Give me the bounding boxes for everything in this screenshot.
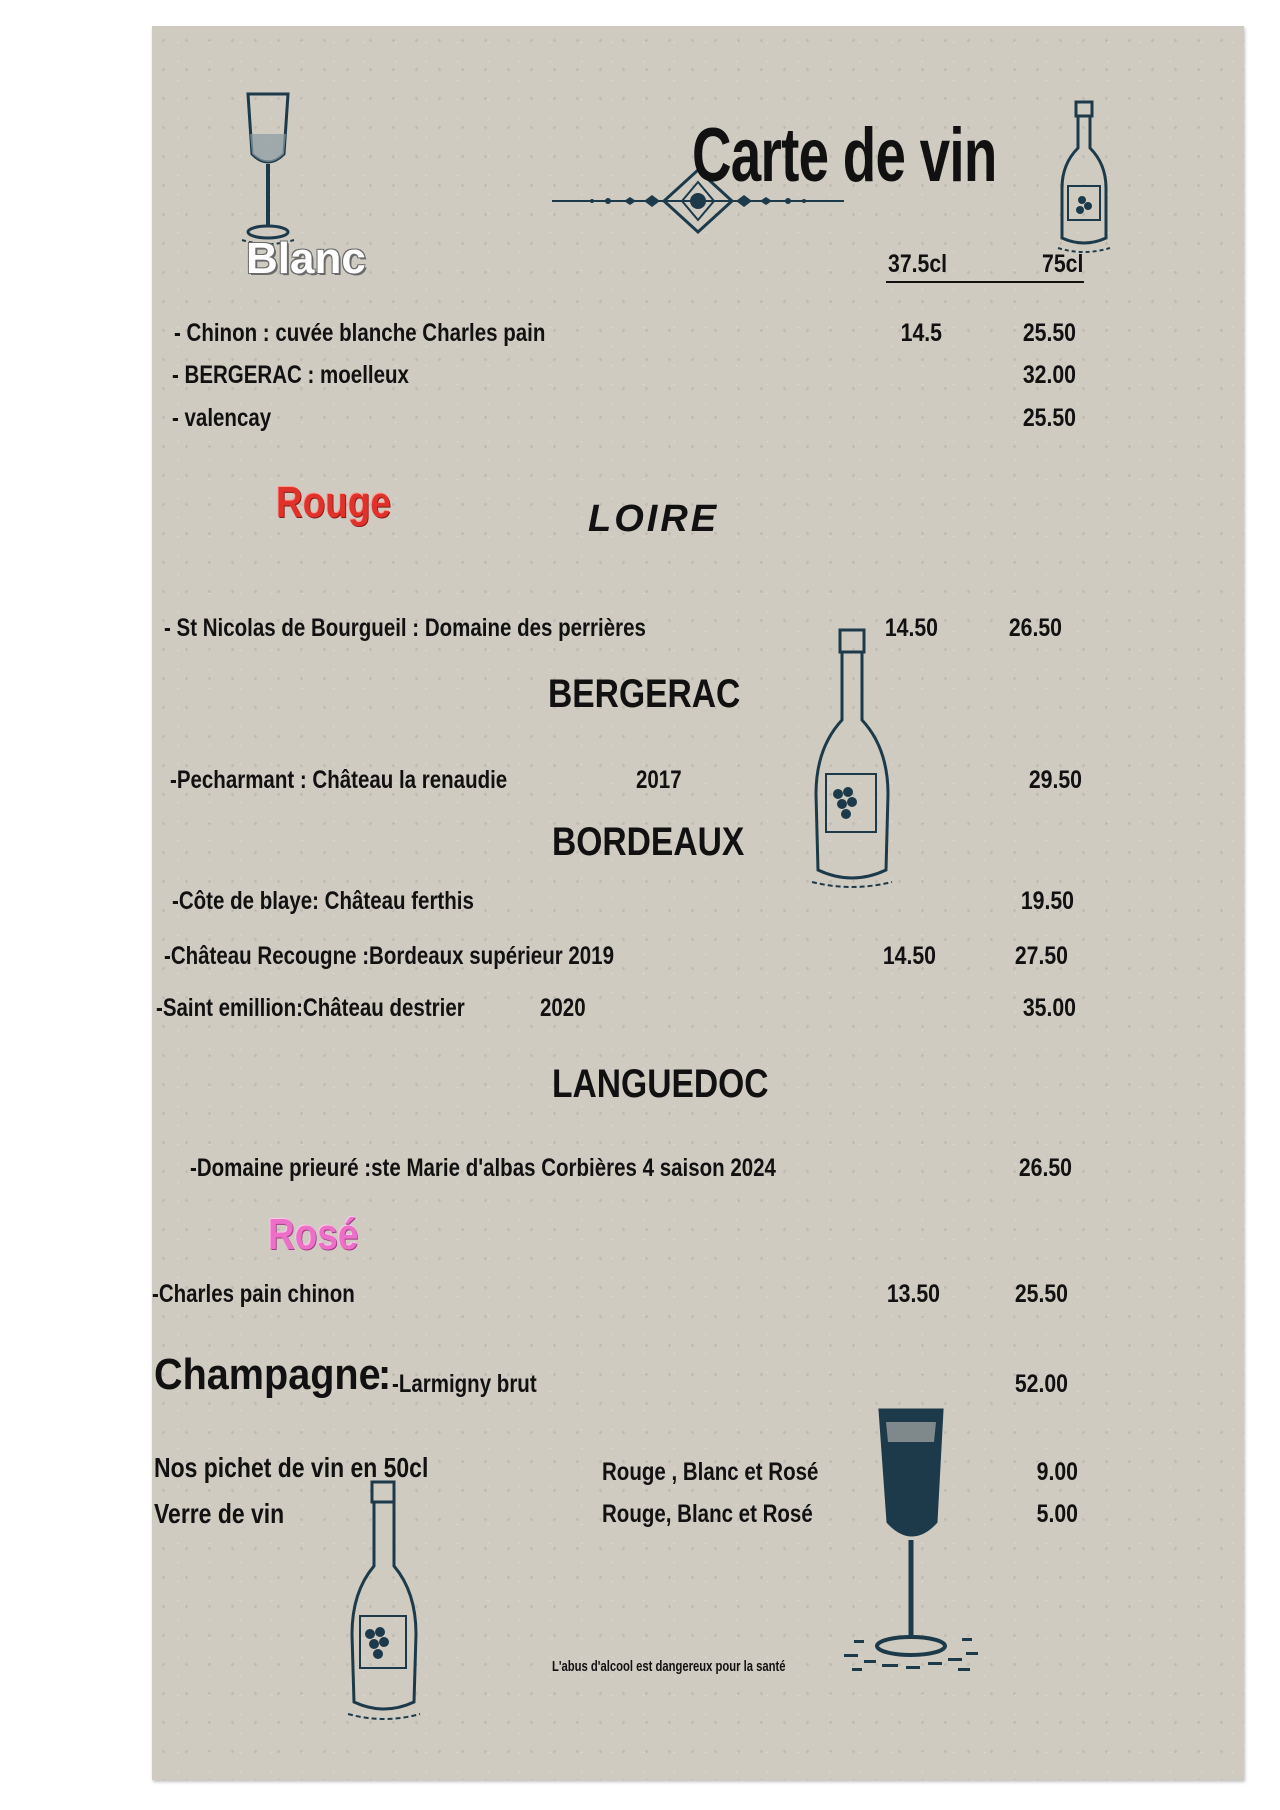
region-heading-bordeaux: BORDEAUX bbox=[552, 820, 745, 864]
verre-desc: Rouge, Blanc et Rosé bbox=[602, 1500, 813, 1528]
pichet-price: 9.00 bbox=[1036, 1458, 1078, 1486]
section-heading-champagne: Champagne bbox=[154, 1350, 381, 1399]
region-heading-languedoc: LANGUEDOC bbox=[552, 1062, 769, 1106]
wine-item-name: -Saint emillion:Château destrier bbox=[156, 994, 465, 1022]
wine-glass-icon bbox=[238, 88, 298, 258]
champagne-separator: : bbox=[378, 1350, 392, 1399]
wine-item-name: - valencay bbox=[172, 404, 272, 432]
price-37-5cl: 13.50 bbox=[886, 1280, 940, 1308]
price-75cl: 29.50 bbox=[1028, 766, 1082, 794]
menu-card bbox=[152, 26, 1244, 1780]
wine-bottle-icon bbox=[344, 1476, 424, 1726]
region-heading-loire: LOIRE bbox=[588, 498, 720, 540]
wine-item-name: - Chinon : cuvée blanche Charles pain bbox=[174, 319, 546, 347]
wine-bottle-icon bbox=[1054, 98, 1114, 258]
price-75cl: 25.50 bbox=[1022, 404, 1076, 432]
price-75cl: 52.00 bbox=[1014, 1370, 1068, 1398]
champagne-item-name: -Larmigny brut bbox=[392, 1370, 537, 1398]
wine-item-name: -Pecharmant : Château la renaudie bbox=[170, 766, 508, 794]
section-heading-rouge: Rouge bbox=[276, 478, 391, 527]
column-header-75cl: 75cl bbox=[1042, 250, 1084, 278]
price-75cl: 25.50 bbox=[1014, 1280, 1068, 1308]
wine-bottle-icon bbox=[806, 624, 896, 894]
wine-item-name: - St Nicolas de Bourgueil : Domaine des perrières bbox=[164, 614, 646, 642]
price-75cl: 35.00 bbox=[1022, 994, 1076, 1022]
wine-item-name: -Charles pain chinon bbox=[152, 1280, 355, 1308]
column-header-37-5cl: 37.5cl bbox=[888, 250, 948, 278]
price-75cl: 27.50 bbox=[1014, 942, 1068, 970]
price-37-5cl: 14.5 bbox=[900, 319, 942, 347]
wine-item-name: -Côte de blaye: Château ferthis bbox=[172, 887, 474, 915]
price-75cl: 32.00 bbox=[1022, 361, 1076, 389]
price-75cl: 25.50 bbox=[1022, 319, 1076, 347]
pichet-label: Nos pichet de vin en 50cl bbox=[154, 1452, 429, 1483]
price-75cl: 26.50 bbox=[1008, 614, 1062, 642]
wine-item-name: -Domaine prieuré :ste Marie d'albas Corbières 4 saison 2024 bbox=[190, 1154, 776, 1182]
price-37-5cl: 14.50 bbox=[882, 942, 936, 970]
region-heading-bergerac: BERGERAC bbox=[548, 672, 741, 716]
section-heading-blanc: Blanc bbox=[246, 234, 366, 283]
wine-item-year: 2017 bbox=[636, 766, 682, 794]
price-37-5cl: 14.50 bbox=[884, 614, 938, 642]
champagne-glass-icon bbox=[838, 1402, 988, 1682]
health-warning: L'abus d'alcool est dangereux pour la santé bbox=[552, 1658, 786, 1675]
wine-item-name: -Château Recougne :Bordeaux supérieur 2019 bbox=[164, 942, 615, 970]
verre-label: Verre de vin bbox=[154, 1498, 285, 1529]
price-75cl: 19.50 bbox=[1020, 887, 1074, 915]
wine-item-name: - BERGERAC : moelleux bbox=[172, 361, 409, 389]
verre-price: 5.00 bbox=[1036, 1500, 1078, 1528]
page-title: Carte de vin bbox=[692, 113, 997, 198]
column-header-underline bbox=[886, 281, 1084, 283]
section-heading-rose: Rosé bbox=[268, 1210, 359, 1259]
price-75cl: 26.50 bbox=[1018, 1154, 1072, 1182]
wine-item-year: 2020 bbox=[540, 994, 586, 1022]
pichet-desc: Rouge , Blanc et Rosé bbox=[602, 1458, 819, 1486]
